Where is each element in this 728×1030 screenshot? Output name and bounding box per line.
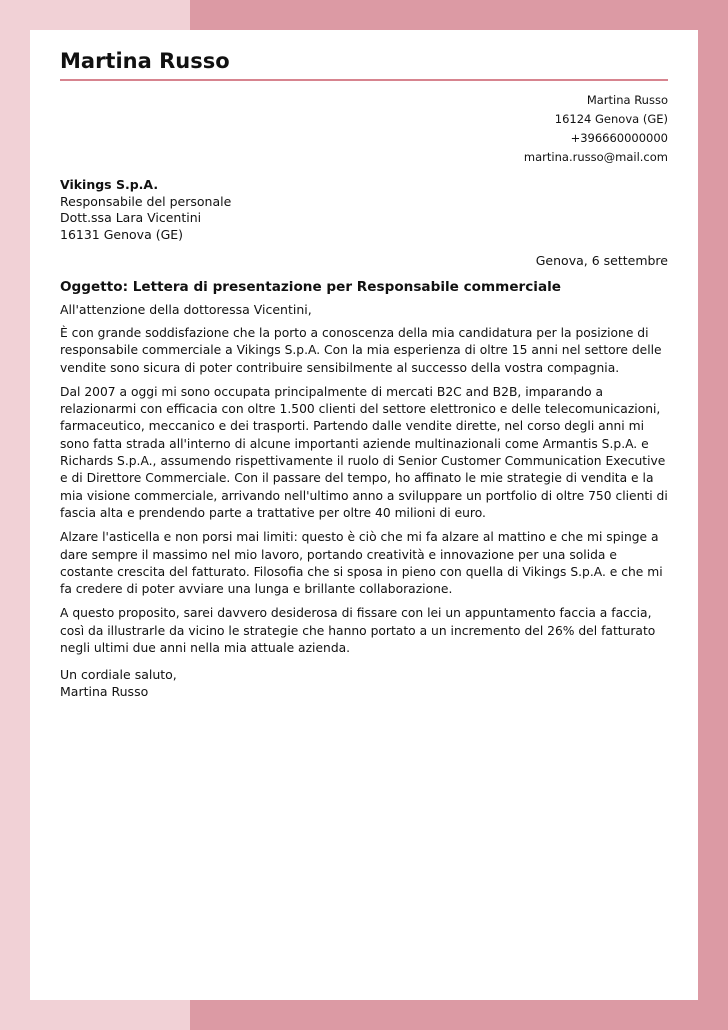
letter-date: Genova, 6 settembre (535, 253, 668, 268)
letter-page (30, 30, 698, 1000)
body-paragraph: Dal 2007 a oggi mi sono occupata principalmente di mercati B2C and B2B, imparando a relazionarmi con efficacia con oltre 1.500 clienti del settore elettronico e delle telecomunicazioni, farmaceutico, meccanico e dei trasporti. Partendo dalle vendite dirette, nel corso degli anni mi sono fatta strada all'interno di alcune importanti aziende multinazionali come Armantis S.p.A. e Richards S.p.A., assumendo rispettivamente il ruolo di Senior Customer Communication Executive e di Direttore Commerciale. Con il passare del tempo, ho affinato le mie strategie di vendita e la mia visione commerciale, arrivando nell'ultimo anno a sviluppare un portfolio di oltre 750 clienti di fascia alta e prendendo parte a trattative per oltre 40 milioni di euro. (60, 384, 668, 520)
sender-block (60, 91, 668, 167)
letter-closing (60, 666, 668, 700)
header-divider (60, 79, 668, 81)
sender-address: 16124 Genova (GE) (554, 112, 668, 126)
header-name: Martina Russo (60, 49, 230, 73)
sender-phone: +396660000000 (570, 131, 668, 145)
body-paragraph: Alzare l'asticella e non porsi mai limiti: questo è ciò che mi fa alzare al mattino e che mi spinge a dare sempre il massimo nel mio lavoro, portando creatività e innovazione per una solida e costante crescita del fatturato. Filosofia che si sposa in pieno con quella di Vikings S.p.A. e che mi fa credere di poter avviare una lunga e brillante collaborazione. (60, 530, 663, 597)
letter-salutation: All'attenzione della dottoressa Vicentini, (60, 302, 312, 317)
closing-greeting: Un cordiale saluto, (60, 667, 177, 683)
recipient-company: Vikings S.p.A. (60, 177, 159, 192)
recipient-person: Dott.ssa Lara Vicentini (60, 210, 202, 225)
sender-email: martina.russo@mail.com (523, 150, 668, 164)
closing-signature: Martina Russo (60, 684, 149, 700)
letter-subject: Oggetto: Lettera di presentazione per Responsabile commerciale (60, 279, 562, 295)
recipient-department: Responsabile del personale (60, 193, 232, 209)
recipient-block (60, 177, 668, 243)
body-paragraph: È con grande soddisfazione che la porto a conoscenza della mia candidatura per la posizione di responsabile commerciale a Vikings S.p.A. Con la mia esperienza di oltre 15 anni nel settore delle vendite sono sicura di poter contribuire sensibilmente al successo della vostra compagnia. (60, 326, 662, 375)
recipient-address: 16131 Genova (GE) (60, 226, 184, 242)
body-paragraph: A questo proposito, sarei davvero desiderosa di fissare con lei un appuntamento faccia a faccia, così da illustrarle da vicino le strategie che hanno portato a un incremento del 26% del fatturato negli ultimi due anni nella mia attuale azienda. (60, 606, 656, 656)
letter-body (60, 325, 668, 657)
sender-name: Martina Russo (586, 93, 668, 107)
